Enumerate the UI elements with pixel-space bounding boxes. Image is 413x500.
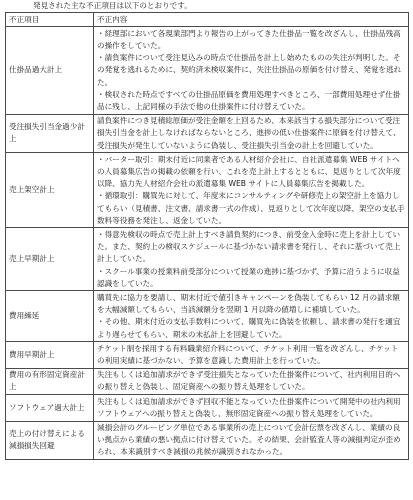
fraud-item-label: 費用早期計上 [6,342,94,368]
fraud-description: ・その他、期末付近の支払手数料について、購買先に偽装を依頼し、請求書の発行を適宜より遅らせてもらい、期末の未払計上を回避していた。 [97,317,401,339]
fraud-description: ・得意先検収の時点で売上計上すべき請負契約につき、前受金入金時に売上を計上していた。また、契約上の検収スケジュールに基づかない請求書を発行し、それに基づいて売上計上していた。 [97,229,401,264]
table-row [6,291,409,342]
fraud-description: ・検収された時点ですべての仕掛品原価を費用処理すべきところ、一部費用処理せず仕掛品に残し、上記同様の手法で他の仕掛案件に付け替えていた。 [97,89,401,111]
header-item: 不正項目 [6,13,94,27]
fraud-content-cell [94,395,409,421]
fraud-item-label: 売上の付け替えによる減損損失回避 [6,421,94,460]
table-row [6,368,409,394]
fraud-item-label: ソフトウェア過大計上 [6,395,94,421]
fraud-description: 減損会計のグルーピング単位である事業所の売上について会計伝票を改ざんし、業績の良い拠点から業績の悪い拠点に付け替えていた。その結果、会計監査人等の減損判定が歪められ、本来識別すべき減損の兆候が識別されなかった。 [97,423,401,457]
fraud-content-cell [94,368,409,394]
header-content: 不正内容 [94,13,409,27]
fraud-item-label: 受注損失引当金過少計上 [6,114,94,153]
table-row [6,27,409,114]
fraud-content-cell [94,421,409,460]
fraud-items-table [5,12,409,460]
fraud-content-cell [94,27,409,114]
table-row [6,395,409,421]
table-row [6,421,409,460]
fraud-item-label: 売上架空計上 [6,153,94,228]
fraud-content-cell [94,342,409,368]
fraud-content-cell [94,153,409,228]
fraud-content-cell [94,291,409,342]
fraud-item-label: 売上早期計上 [6,228,94,291]
fraud-item-label: 費用の有形固定資産計上 [6,368,94,394]
fraud-description: 失注もしくは追加請求ができず回収不能となっていた仕掛案件について開発中の社内利用ソフトウェアへの振り替えと偽装し、無形固定資産への振り替え処理をしていた。 [97,396,401,418]
table-row [6,153,409,228]
table-row [6,342,409,368]
table-header-row [6,13,409,27]
fraud-description: 購買先に協力を要請し、期末付近で値引きキャンペーンを偽装してもらい 12 月の請求額を大幅減額してもらい、当該減額分を翌期 1 月以降の値増しに補填していた。 [97,292,400,315]
intro-text: 発見された主な不正項目は以下のとおりです。 [33,1,192,10]
fraud-description: ・請負案件について受注見込みの時点で仕掛品を計上し始めたものの失注が判明した。その発覚を逃れるために、契約済未検収案件に、失注仕掛品の原価を付け替え、発覚を逃れた。 [97,53,402,87]
table-row [6,228,409,291]
table-row [6,114,409,153]
fraud-content-cell [94,114,409,153]
fraud-item-label: 費用繰延 [6,291,94,342]
fraud-description: チケット制を採用する有料職業紹介料について、チケット利用一覧を改ざんし、チケットの利用実績に基づかない、予算を意識した費用計上を行っていた。 [97,343,399,365]
fraud-content-cell [94,228,409,291]
fraud-description: ・バーター取引：期末付近に同業者である人材紹介会社に、自社派遣募集 WEB サイトへの人員募集広告の掲載の依頼を行い、これを売上計上するとともに、見返りとして次年度以降、協力先人材紹介会社の派遣募集 WEB サイトに人員募集広告を掲載した。 [97,154,401,189]
fraud-description: ・スクール事業の授業料前受部分について授業の進捗に基づかず、予算に沿うように収益認識をしていた。 [97,266,400,288]
fraud-description: 失注もしくは追加請求ができず受注損失となっていた仕掛案件について、社内利用目的への振り替えと偽装し、固定資産への振り替え処理をしていた。 [97,370,401,392]
fraud-description: 請負案件につき見積総原価が受注金額を上回るため、本来該当する損失部分について受注損失引当金を計上しなければならないところ、進捗の低い仕掛案件に原価を付け替えて、受注損失が発生していないように偽装し、受注損失引当金の計上を回避していた。 [97,116,401,150]
fraud-item-label: 仕掛品過大計上 [6,27,94,114]
fraud-description: ・経理部において各現業部門より報告の上がってきた仕掛品一覧を改ざんし、仕掛品残高の操作をしていた。 [97,28,401,50]
fraud-description: ・循環取引：購買先に対して、年度末にコンサルティングや研修売上の架空計上を協力してもらい（見積書、注文書、請求書一式の作成）、見返りとして次年度以降、架空の支払手数料等役務を発注し、返金していた。 [97,191,405,225]
